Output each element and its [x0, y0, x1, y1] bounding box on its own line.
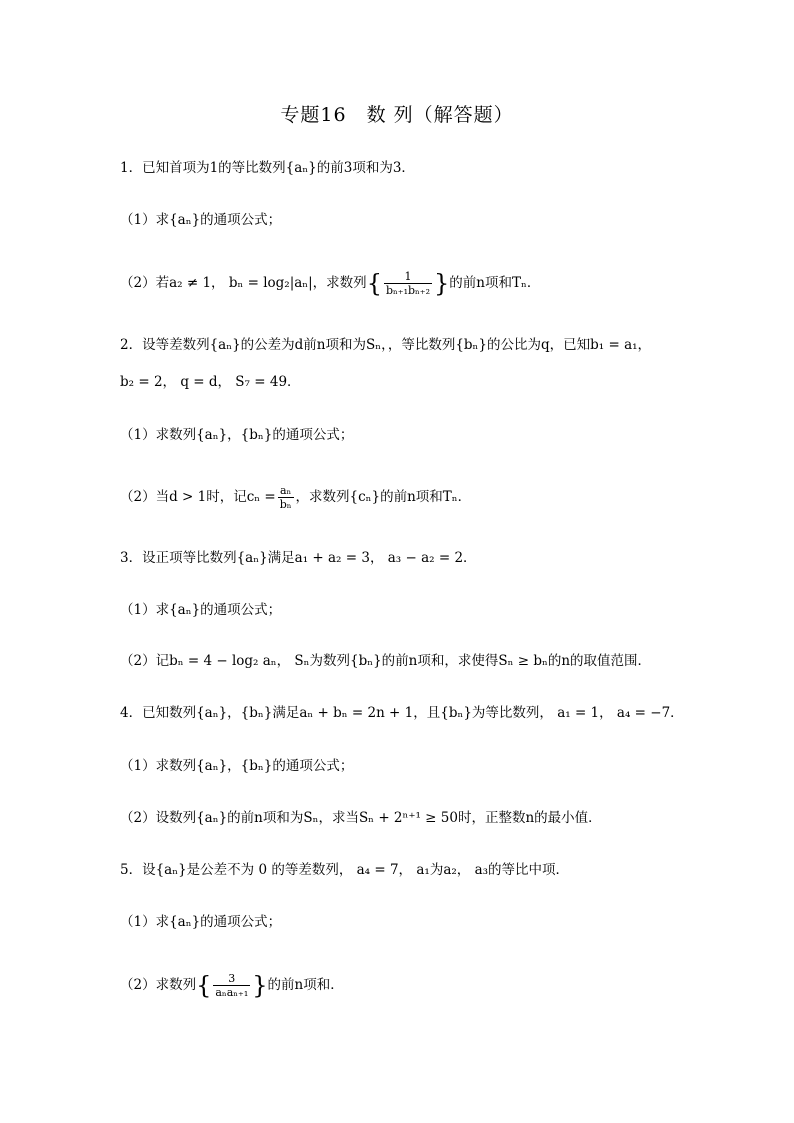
problem-3-part-2: （2）记bₙ = 4 − log₂ aₙ， Sₙ为数列{bₙ}的前n项和，求使得Sₙ ≥ bₙ的n的取值范围． — [120, 653, 652, 669]
problem-5-stem: 5．设{aₙ}是公差不为 0 的等差数列， a₄ = 7， a₁为a₂， a₃的等比中项． — [120, 862, 570, 878]
fraction — [213, 972, 250, 999]
left-brace: { — [366, 269, 382, 298]
fraction-numerator: 1 — [384, 270, 432, 284]
fraction-denominator: bₙ₊₁bₙ₊₂ — [385, 284, 431, 297]
problem-4-part-2: （2）设数列{aₙ}的前n项和为Sₙ，求当Sₙ + 2ⁿ⁺¹ ≥ 50时，正整数n的最小值． — [120, 810, 602, 826]
fraction-numerator: aₙ — [278, 484, 294, 498]
problem-1-part-1: （1）求{aₙ}的通项公式； — [120, 212, 282, 228]
problem-5-part-2-post: 的前n项和． — [267, 977, 344, 993]
problem-2-stem-line-2: b₂ = 2， q = d， S₇ = 49． — [120, 374, 301, 390]
left-brace: { — [196, 971, 212, 1000]
fraction — [384, 270, 432, 297]
problem-4-part-1: （1）求数列{aₙ}，{bₙ}的通项公式； — [120, 758, 354, 774]
right-brace: } — [434, 269, 450, 298]
problem-1-part-2-pre: （2）若a₂ ≠ 1， bₙ = log₂|aₙ|，求数列 — [120, 275, 367, 291]
problem-3-part-1: （1）求{aₙ}的通项公式； — [120, 602, 282, 618]
problem-2-part-2 — [120, 484, 471, 511]
page-title: 专题16 数 列（解答题） — [280, 104, 514, 126]
problem-4-stem: 4．已知数列{aₙ}，{bₙ}满足aₙ + bₙ = 2n + 1，且{bₙ}为等比数列， a₁ = 1， a₄ = −7． — [120, 705, 684, 721]
fraction-denominator: aₙaₙ₊₁ — [215, 986, 249, 999]
problem-2-part-2-post: ，求数列{cₙ}的前n项和Tₙ． — [295, 489, 472, 505]
problem-5-part-2-pre: （2）求数列 — [120, 977, 197, 993]
problem-2-part-1: （1）求数列{aₙ}，{bₙ}的通项公式； — [120, 427, 354, 443]
problem-2-stem: 2．设等差数列{aₙ}的公差为d前n项和为Sₙ，，等比数列{bₙ}的公比为q，已知b₁ = a₁， — [120, 337, 652, 353]
right-brace: } — [252, 971, 268, 1000]
problem-1-part-2 — [120, 270, 540, 297]
problem-5-part-2 — [120, 972, 344, 999]
problem-2-part-2-pre: （2）当d > 1时，记cₙ = — [120, 489, 276, 505]
problem-1-part-2-post: 的前n项和Tₙ． — [449, 275, 541, 291]
fraction-denominator: bₙ — [279, 498, 292, 511]
problem-1-stem: 1．已知首项为1的等比数列{aₙ}的前3项和为3． — [120, 160, 415, 176]
problem-3-stem: 3．设正项等比数列{aₙ}满足a₁ + a₂ = 3， a₃ − a₂ = 2． — [120, 550, 477, 566]
fraction — [278, 484, 294, 511]
problem-5-part-1: （1）求{aₙ}的通项公式； — [120, 914, 282, 930]
fraction-numerator: 3 — [213, 972, 250, 986]
